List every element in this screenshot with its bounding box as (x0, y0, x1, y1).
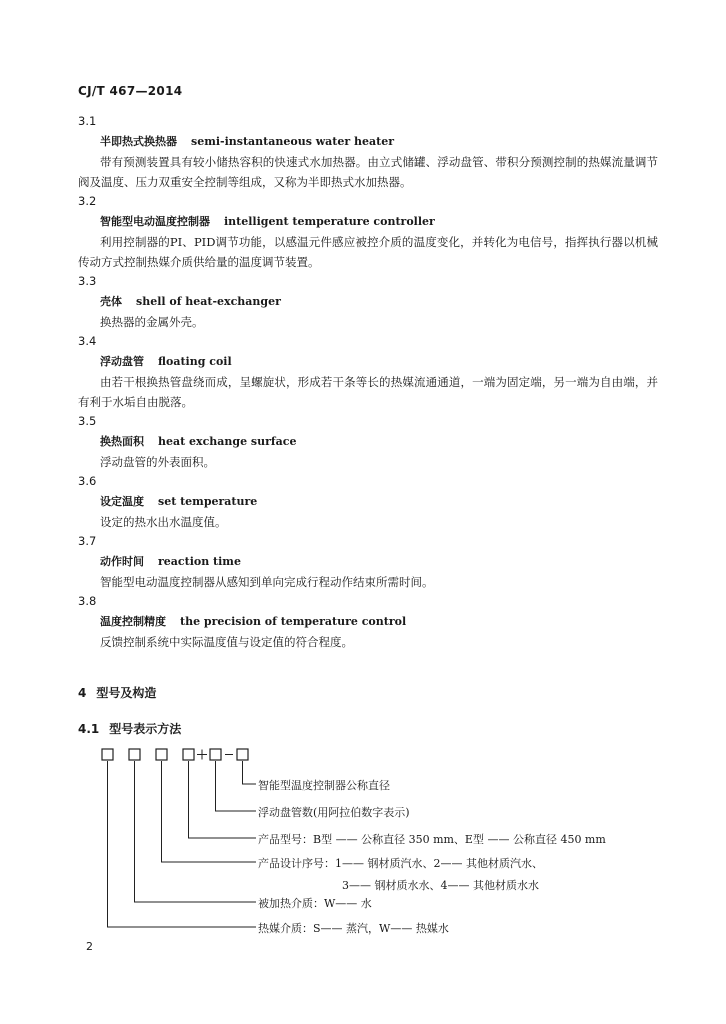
term-title-zh: 半即热式换热器 (100, 135, 177, 148)
code-box-3 (156, 749, 167, 760)
term-title-en: shell of heat-exchanger (136, 295, 281, 308)
label-heated-medium: 被加热介质：W—— 水 (258, 897, 372, 910)
term-title-zh: 设定温度 (100, 495, 144, 508)
term-title-zh: 动作时间 (100, 555, 144, 568)
term-definition: 带有预测装置具有较小储热容积的快速式水加热器。由立式储罐、浮动盘管、带积分预测控制的热媒流量调节阀及温度、压力双重安全控制等组成，又称为半即热式水加热器。 (78, 155, 658, 189)
code-box-4 (183, 749, 194, 760)
label-coil-count: 浮动盘管数(用阿拉伯数字表示) (258, 806, 410, 819)
code-box-6 (237, 749, 248, 760)
term-definition: 浮动盘管的外表面积。 (100, 455, 215, 469)
term-number: 3.3 (78, 274, 97, 288)
section-4-heading: 4 型号及构造 (78, 686, 157, 700)
term-title-en: set temperature (158, 495, 258, 508)
code-box-2 (129, 749, 140, 760)
term-title-zh: 壳体 (100, 295, 122, 308)
section-4-1-heading: 4.1 型号表示方法 (78, 722, 182, 736)
page-header: CJ/T 467—2014 (78, 84, 183, 98)
label-heating-medium: 热媒介质：S—— 蒸汽，W—— 热媒水 (258, 922, 449, 935)
label-controller-diameter: 智能型温度控制器公称直径 (258, 779, 390, 792)
code-operators (197, 750, 233, 760)
term-title-zh: 智能型电动温度控制器 (100, 215, 210, 228)
term-title-en: the precision of temperature control (180, 615, 407, 628)
term-definition: 反馈控制系统中实际温度值与设定值的符合程度。 (100, 635, 353, 649)
term-title-zh: 换热面积 (100, 435, 144, 448)
section-4-1-title: 型号表示方法 (109, 722, 182, 736)
label-product-model: 产品型号：B型 —— 公称直径 350 mm、E型 —— 公称直径 450 mm (258, 833, 606, 846)
term-definition: 换热器的金属外壳。 (100, 315, 204, 329)
term-title-en: heat exchange surface (158, 435, 297, 448)
leader-lines (108, 761, 257, 927)
term-number: 3.8 (78, 594, 97, 608)
term-definition: 由若干根换热管盘绕而成，呈螺旋状，形成若干条等长的热媒流通通道，一端为固定端，另一端为自由端，并有利于水垢自由脱落。 (78, 375, 658, 409)
term-number: 3.5 (78, 414, 97, 428)
code-box-5 (210, 749, 221, 760)
term-title-zh: 温度控制精度 (100, 615, 166, 628)
term-title-en: semi-instantaneous water heater (191, 135, 395, 148)
page-number: 2 (86, 940, 93, 953)
term-number: 3.2 (78, 194, 97, 208)
term-definition: 智能型电动温度控制器从感知到单向完成行程动作结束所需时间。 (100, 575, 434, 589)
term-number: 3.4 (78, 334, 97, 348)
code-box-1 (102, 749, 113, 760)
term-definition: 设定的热水出水温度值。 (100, 515, 227, 529)
label-design-serial-cont: 3—— 钢材质水水、4—— 其他材质水水 (342, 879, 539, 892)
term-number: 3.7 (78, 534, 97, 548)
term-title-en: floating coil (158, 355, 232, 368)
term-title-en: reaction time (158, 555, 241, 568)
term-number: 3.1 (78, 114, 97, 128)
section-4-title: 型号及构造 (96, 686, 157, 700)
term-definition: 利用控制器的PI、PID调节功能，以感温元件感应被控介质的温度变化，并转化为电信号，指挥执行器以机械传动方式控制热媒介质供给量的温度调节装置。 (78, 235, 658, 269)
term-number: 3.6 (78, 474, 97, 488)
label-design-serial: 产品设计序号：1—— 钢材质汽水、2—— 其他材质汽水、 (258, 857, 543, 870)
term-title-en: intelligent temperature controller (224, 215, 435, 228)
term-title-zh: 浮动盘管 (100, 355, 144, 368)
